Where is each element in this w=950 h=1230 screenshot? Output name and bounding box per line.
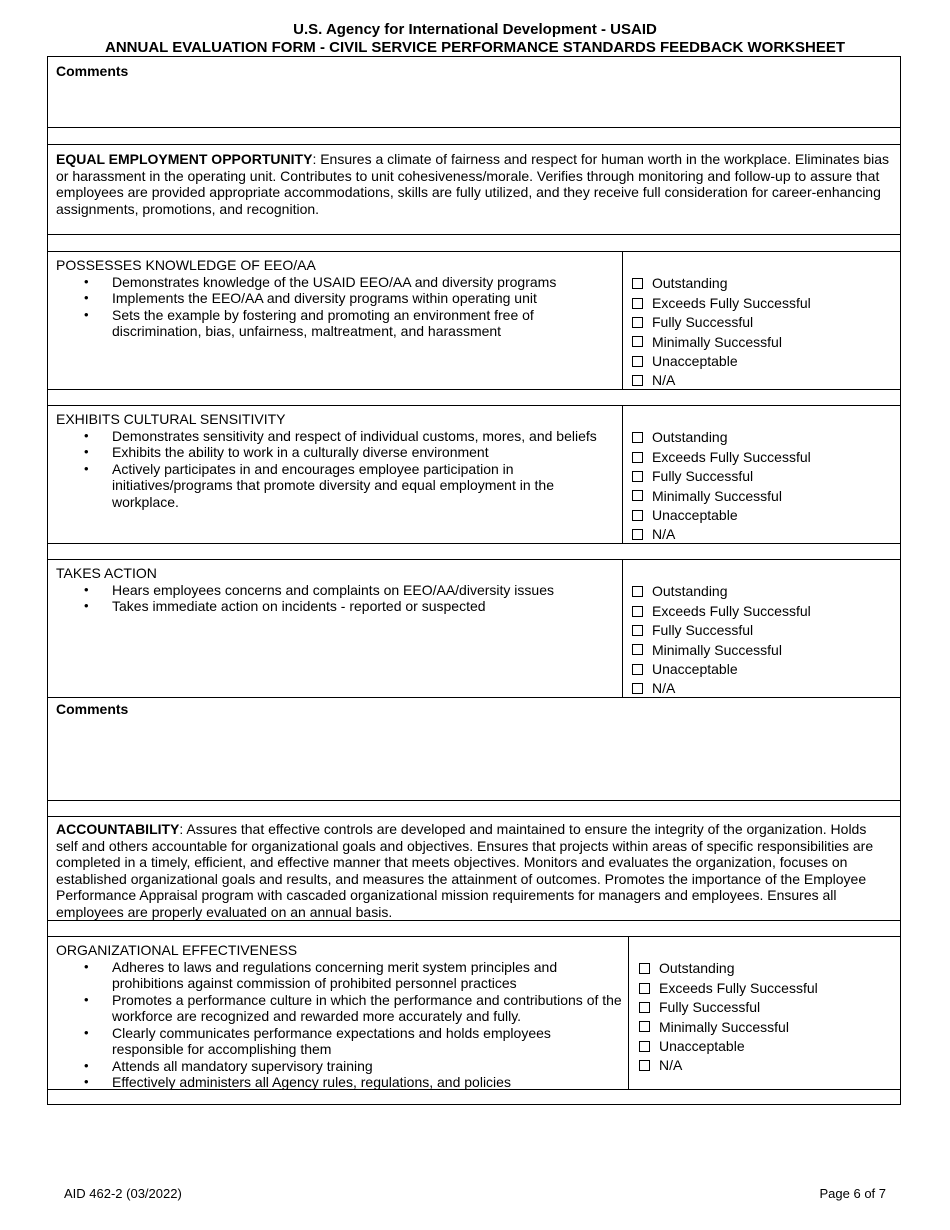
form-title: ANNUAL EVALUATION FORM - CIVIL SERVICE PERFORMANCE STANDARDS FEEDBACK WORKSHEET (104, 39, 846, 56)
checkbox[interactable] (632, 606, 643, 617)
column-divider (622, 252, 623, 389)
bullet-item: • Clearly communicates performance expectations and holds employees responsible for accomplishing them (56, 1025, 622, 1058)
checkbox[interactable] (632, 625, 643, 636)
checkbox[interactable] (632, 317, 643, 328)
rating-outstanding[interactable]: Outstanding (632, 428, 811, 447)
rating-na[interactable]: N/A (632, 679, 811, 698)
checkbox[interactable] (632, 278, 643, 289)
bullet-item: • Demonstrates knowledge of the USAID EEO/AA and diversity programs (56, 274, 616, 291)
checkbox[interactable] (632, 510, 643, 521)
comments-box[interactable] (47, 697, 901, 801)
checkbox[interactable] (632, 586, 643, 597)
checkbox[interactable] (639, 1002, 650, 1013)
checkbox[interactable] (639, 1041, 650, 1052)
criterion-bullets (56, 428, 616, 511)
checkbox[interactable] (632, 298, 643, 309)
rating-minimally-successful[interactable]: Minimally Successful (632, 640, 811, 659)
column-divider (622, 560, 623, 697)
rating-outstanding[interactable]: Outstanding (632, 582, 811, 601)
checkbox[interactable] (632, 683, 643, 694)
checkbox[interactable] (632, 375, 643, 386)
rating-outstanding[interactable]: Outstanding (639, 959, 818, 978)
bullet-item: • Hears employees concerns and complaints on EEO/AA/diversity issues (56, 582, 616, 599)
column-divider (622, 406, 623, 543)
checkbox[interactable] (639, 1060, 650, 1071)
rating-options (632, 428, 811, 544)
rating-minimally-successful[interactable]: Minimally Successful (632, 486, 811, 505)
checkbox[interactable] (632, 452, 643, 463)
spacer-row (47, 390, 901, 406)
rating-na[interactable]: N/A (639, 1056, 818, 1075)
criterion-title: TAKES ACTION (56, 565, 157, 581)
criterion-title: EXHIBITS CULTURAL SENSITIVITY (56, 411, 286, 427)
criterion-bullets (56, 274, 616, 340)
criterion-takes-action (47, 559, 901, 698)
bullet-item: • Attends all mandatory supervisory training (56, 1058, 622, 1075)
spacer-row (47, 128, 901, 144)
rating-fully-successful[interactable]: Fully Successful (632, 313, 811, 332)
comments-box[interactable] (47, 56, 901, 128)
criterion-cultural-sensitivity (47, 405, 901, 544)
rating-na[interactable]: N/A (632, 525, 811, 544)
criterion-organizational-effectiveness (47, 936, 901, 1090)
checkbox[interactable] (632, 356, 643, 367)
bullet-item: • Actively participates in and encourages employee participation in initiatives/programs that promote diversity and equal employment in the workplace. (56, 461, 616, 511)
agency-title: U.S. Agency for International Development - USAID (293, 21, 657, 38)
rating-options (632, 582, 811, 698)
accountability-section (47, 816, 901, 921)
checkbox[interactable] (632, 490, 643, 501)
comments-label: Comments (56, 701, 129, 717)
bullet-item: • Sets the example by fostering and promoting an environment free of discrimination, bias, unfairness, maltreatment, and harassment (56, 307, 616, 340)
spacer-row (47, 544, 901, 560)
rating-options (632, 274, 811, 390)
rating-unacceptable[interactable]: Unacceptable (632, 660, 811, 679)
eeo-text: : Ensures a climate of fairness and respect for human worth in the workplace. Eliminates bias or harassment in the operating unit. Contributes to unit cohesiveness/morale. Verifies through monitoring and follow-up to assure that employees are provided appropriate accommodations, skills are fully utilized, and they receive full consideration for career-enhancing assignments, promotions, and recognition. (56, 151, 890, 217)
checkbox[interactable] (632, 529, 643, 540)
eeo-heading: EQUAL EMPLOYMENT OPPORTUNITY (56, 151, 313, 167)
rating-na[interactable]: N/A (632, 371, 811, 390)
rating-exceeds[interactable]: Exceeds Fully Successful (639, 978, 818, 997)
bullet-item: • Exhibits the ability to work in a culturally diverse environment (56, 444, 616, 461)
rating-options (639, 959, 818, 1075)
criterion-title: ORGANIZATIONAL EFFECTIVENESS (56, 942, 298, 958)
rating-unacceptable[interactable]: Unacceptable (639, 1037, 818, 1056)
spacer-row (47, 801, 901, 817)
column-divider (628, 937, 629, 1089)
accountability-description (56, 821, 892, 920)
eeo-description (56, 151, 892, 217)
rating-exceeds[interactable]: Exceeds Fully Successful (632, 293, 811, 312)
checkbox[interactable] (639, 983, 650, 994)
rating-outstanding[interactable]: Outstanding (632, 274, 811, 293)
bullet-item: • Implements the EEO/AA and diversity programs within operating unit (56, 290, 616, 307)
checkbox[interactable] (639, 1021, 650, 1032)
rating-fully-successful[interactable]: Fully Successful (639, 998, 818, 1017)
accountability-text: : Assures that effective controls are developed and maintained to ensure the integrity of the organization. Holds self and others accountable for organizational goals and objectives. Ensures that projects within areas of specific responsibilities are completed in a timely, efficient, and effective manner that meets objectives. Monitors and evaluates the organization, focuses on established organizational goals and results, and measures the attainment of outcomes. Promotes the importance of the Employee Performance Appraisal program with cascaded organizational mission requirements for managers and employees. Ensures all employees are properly evaluated on an annual basis. (56, 821, 874, 920)
spacer-row (47, 921, 901, 937)
comments-label: Comments (56, 63, 129, 79)
rating-exceeds[interactable]: Exceeds Fully Successful (632, 601, 811, 620)
rating-minimally-successful[interactable]: Minimally Successful (632, 332, 811, 351)
rating-fully-successful[interactable]: Fully Successful (632, 621, 811, 640)
rating-exceeds[interactable]: Exceeds Fully Successful (632, 447, 811, 466)
spacer-row (47, 235, 901, 251)
accountability-heading: ACCOUNTABILITY (56, 821, 180, 837)
rating-minimally-successful[interactable]: Minimally Successful (639, 1017, 818, 1036)
rating-unacceptable[interactable]: Unacceptable (632, 352, 811, 371)
checkbox[interactable] (632, 471, 643, 482)
bullet-item: • Adheres to laws and regulations concerning merit system principles and prohibitions against commission of prohibited personnel practices (56, 959, 622, 992)
bullet-item: • Promotes a performance culture in which the performance and contributions of the workforce are recognized and rewarded more accurately and fully. (56, 992, 622, 1025)
criterion-bullets (56, 582, 616, 615)
criterion-title: POSSESSES KNOWLEDGE OF EEO/AA (56, 257, 316, 273)
criterion-bullets (56, 959, 622, 1091)
checkbox[interactable] (632, 664, 643, 675)
spacer-row (47, 1089, 901, 1105)
checkbox[interactable] (632, 432, 643, 443)
rating-fully-successful[interactable]: Fully Successful (632, 467, 811, 486)
bullet-item: • Effectively administers all Agency rules, regulations, and policies (56, 1074, 622, 1091)
form-id: AID 462-2 (03/2022) (64, 1186, 182, 1201)
checkbox[interactable] (632, 644, 643, 655)
checkbox[interactable] (639, 963, 650, 974)
rating-unacceptable[interactable]: Unacceptable (632, 506, 811, 525)
eeo-section (47, 144, 901, 235)
page-number: Page 6 of 7 (819, 1186, 886, 1201)
checkbox[interactable] (632, 336, 643, 347)
bullet-item: • Takes immediate action on incidents - reported or suspected (56, 598, 616, 615)
bullet-item: • Demonstrates sensitivity and respect of individual customs, mores, and beliefs (56, 428, 616, 445)
criterion-eeo-knowledge (47, 251, 901, 390)
